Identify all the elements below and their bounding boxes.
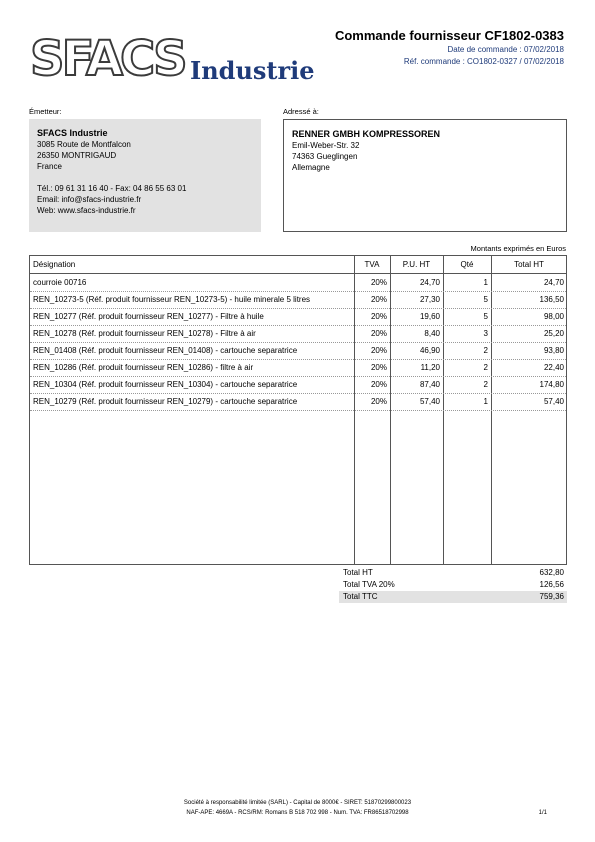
row-tva: 20% (370, 363, 387, 372)
row-designation: REN_10304 (Réf. produit fournisseur REN_10304) - cartouche separatrice (33, 380, 298, 389)
emitter-phone: Tél.: 09 61 31 16 40 - Fax: 04 86 55 63 01 (37, 184, 187, 193)
recipient-country: Allemagne (292, 163, 330, 172)
row-quantity: 1 (483, 397, 488, 406)
row-tva: 20% (370, 329, 387, 338)
row-total-ht: 136,50 (539, 295, 564, 304)
total-ttc-value: 759,36 (539, 592, 564, 601)
row-unit-price: 24,70 (419, 278, 440, 287)
row-quantity: 2 (483, 363, 488, 372)
row-quantity: 3 (483, 329, 488, 338)
row-tva: 20% (370, 397, 387, 406)
total-tva-label: Total TVA 20% (343, 580, 395, 589)
row-unit-price: 19,60 (419, 312, 440, 321)
row-total-ht: 174,80 (539, 380, 564, 389)
row-total-ht: 57,40 (543, 397, 564, 406)
emitter-country: France (37, 162, 62, 171)
table-row (30, 376, 566, 394)
row-quantity: 2 (483, 346, 488, 355)
row-designation: REN_10273-5 (Réf. produit fournisseur REN_10273-5) - huile minerale 5 litres (33, 295, 311, 304)
total-ht-value: 632,80 (539, 568, 564, 577)
recipient-address2: 74363 Gueglingen (292, 152, 358, 161)
total-ht-row (339, 567, 567, 579)
logo-industrie-text: Industrie (190, 56, 315, 85)
row-total-ht: 93,80 (543, 346, 564, 355)
recipient-name: RENNER GMBH KOMPRESSOREN (292, 129, 441, 139)
total-ht-label: Total HT (343, 568, 373, 577)
emitter-address1: 3085 Route de Montfalcon (37, 140, 131, 149)
recipient-box (283, 119, 567, 232)
row-designation: REN_01408 (Réf. produit fournisseur REN_01408) - cartouche separatrice (33, 346, 298, 355)
total-ttc-row (339, 591, 567, 603)
row-tva: 20% (370, 380, 387, 389)
header-total-ht: Total HT (514, 260, 544, 269)
order-date: Date de commande : 07/02/2018 (447, 45, 564, 54)
table-row (30, 359, 566, 377)
order-lines-table (29, 255, 567, 565)
row-total-ht: 24,70 (543, 278, 564, 287)
row-tva: 20% (370, 312, 387, 321)
row-designation: courroie 00716 (33, 278, 87, 287)
row-total-ht: 25,20 (543, 329, 564, 338)
emitter-name: SFACS Industrie (37, 128, 108, 138)
logo-sfacs-text: SFACS (30, 31, 185, 87)
company-logo (30, 31, 320, 87)
row-total-ht: 22,40 (543, 363, 564, 372)
currency-note: Montants exprimés en Euros (470, 244, 566, 253)
order-reference: Réf. commande : CO1802-0327 / 07/02/2018 (403, 57, 564, 66)
header-unit-price: P.U. HT (402, 260, 431, 269)
emitter-email[interactable]: Email: info@sfacs-industrie.fr (37, 195, 142, 204)
row-designation: REN_10277 (Réf. produit fournisseur REN_10277) - Filtre à huile (33, 312, 264, 321)
total-tva-value: 126,56 (539, 580, 564, 589)
row-total-ht: 98,00 (543, 312, 564, 321)
row-quantity: 2 (483, 380, 488, 389)
row-unit-price: 8,40 (424, 329, 440, 338)
header-quantity: Qté (460, 260, 474, 269)
header-designation: Désignation (33, 260, 76, 269)
emitter-web[interactable]: Web: www.sfacs-industrie.fr (37, 206, 136, 215)
total-ttc-label: Total TTC (343, 592, 378, 601)
document-title: Commande fournisseur CF1802-0383 (334, 28, 564, 43)
table-row (30, 325, 566, 343)
footer-legal-line2: NAF-APE: 4669A - RCS/RM: Romans B 518 702 998 - Num. TVA: FR86518702998 (186, 810, 409, 816)
emitter-address2: 26350 MONTRIGAUD (37, 151, 117, 160)
row-unit-price: 87,40 (419, 380, 440, 389)
row-unit-price: 57,40 (419, 397, 440, 406)
table-row (30, 291, 566, 309)
table-row (30, 308, 566, 326)
row-designation: REN_10286 (Réf. produit fournisseur REN_10286) - filtre à air (33, 363, 254, 372)
footer-legal-line1: Société à responsabilité limitée (SARL) - Capital de 8000€ - SIRET: 51870299800023 (183, 800, 412, 806)
recipient-label: Adressé à: (283, 107, 319, 116)
row-quantity: 5 (483, 295, 488, 304)
page-number: 1/1 (538, 810, 547, 816)
header-tva: TVA (364, 260, 380, 269)
row-unit-price: 27,30 (419, 295, 440, 304)
row-unit-price: 46,90 (419, 346, 440, 355)
row-quantity: 1 (483, 278, 488, 287)
row-designation: REN_10279 (Réf. produit fournisseur REN_10279) - cartouche separatrice (33, 397, 298, 406)
table-row (30, 274, 566, 292)
row-unit-price: 11,20 (420, 363, 440, 372)
row-designation: REN_10278 (Réf. produit fournisseur REN_10278) - Filtre à air (33, 329, 256, 338)
row-tva: 20% (370, 278, 387, 287)
row-tva: 20% (370, 295, 387, 304)
table-header (30, 256, 566, 274)
table-row (30, 393, 566, 411)
emitter-label: Émetteur: (29, 107, 62, 116)
emitter-box (29, 119, 261, 232)
totals-block (339, 567, 567, 603)
row-tva: 20% (370, 346, 387, 355)
total-tva-row (339, 579, 567, 591)
row-quantity: 5 (483, 312, 488, 321)
recipient-address1: Emil-Weber-Str. 32 (292, 141, 360, 150)
table-row (30, 342, 566, 360)
